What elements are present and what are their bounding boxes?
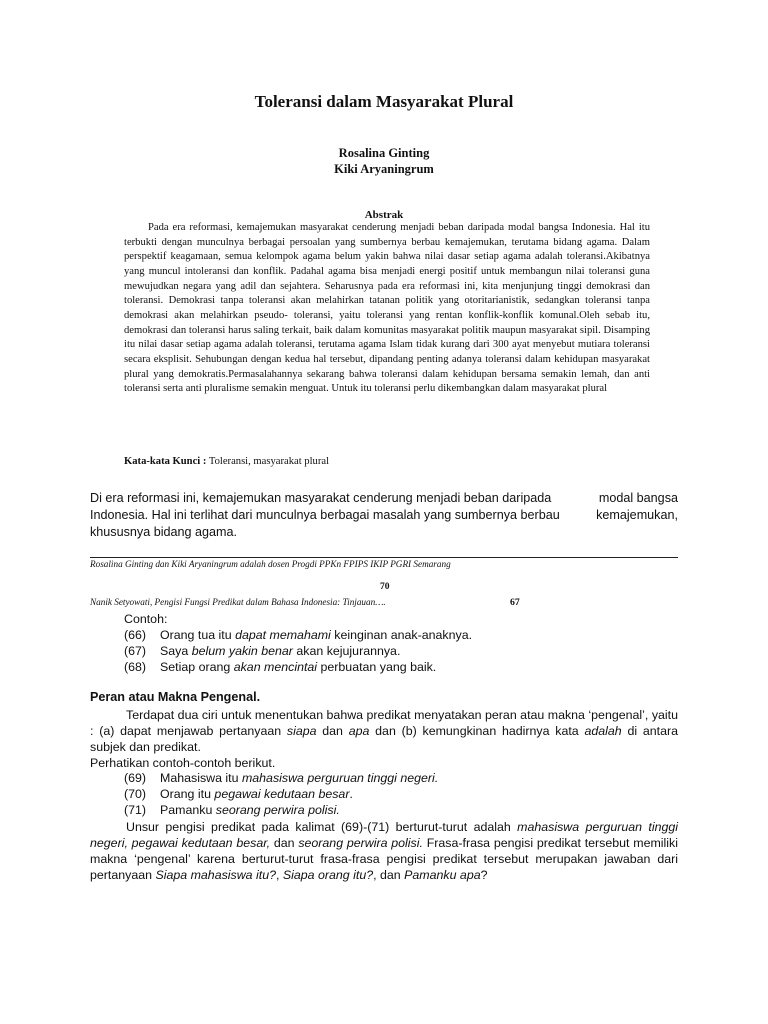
keywords-label: Kata-kata Kunci :: [124, 456, 207, 467]
example-item: (71) Pamanku seorang perwira polisi.: [124, 803, 340, 817]
footnote-divider: [90, 557, 678, 558]
page-number: 70: [380, 582, 390, 592]
abstract-heading: Abstrak: [364, 209, 404, 221]
intro-line: Di era reformasi ini, kemajemukan masyarakat cenderung menjadi beban daripada: [90, 491, 552, 505]
intro-line: kemajemukan,: [596, 508, 678, 522]
examples-label: Contoh:: [124, 612, 168, 626]
body-line: Perhatikan contoh-contoh berikut.: [90, 756, 276, 770]
page-number: 67: [510, 597, 520, 608]
keywords: [124, 456, 329, 467]
body-paragraph: Terdapat dua ciri untuk menentukan bahwa predikat menyatakan peran atau makna ‘pengenal’, yaitu : (a) dapat menjawab pertanyaan siapa dan apa dan (b) kemungkinan hadirnya kata adalah di antara subjek dan predikat.: [90, 708, 678, 754]
abstract-text: Pada era reformasi, kemajemukan masyarakat cenderung menjadi beban daripada modal bangsa Indonesia. Hal itu terbukti dengan munculnya berbagai persoalan yang sumbernya berbau kemajemukan, terutama bidang agama. Dalam perspektif keagamaan, semua kelompok agama belum yakin bahwa nilai dasar setiap agama adalah toleransi.Akibatnya yang muncul intoleransi dan konflik. Padahal agama bisa menjadi energi positif untuk membangun nilai toleransi guna mewujudkan negara yang adil dan sejahtera. Seharusnya pada era reformasi ini, kita menjunjung tinggi demokrasi dan toleransi. Demokrasi tanpa toleransi akan melahirkan tatanan politik yang otoritarianistik, sedangkan toleransi tanpa demokrasi akan melahirkan pseudo- toleransi, yaitu toleransi yang rentan konflik-konflik komunal.Oleh sebab itu, demokrasi dan toleransi harus saling terkait, baik dalam komunitas masyarakat politik maupun masyarakat sipil. Disamping itu nilai dasar setiap agama adalah toleransi, terutama agama Islam tidak kurang dari 300 ayat menyebut mutiara toleransi secara eksplisit. Sehubungan dengan kedua hal tersebut, dipandang penting adanya toleransi dalam kehidupan masyarakat plural yang demokratis.Permasalahannya sekarang bahwa toleransi dalam kehidupan bersama semakin lemah, dan anti toleransi serta anti pluralisme semakin menguat. Untuk itu toleransi perlu dikembangkan dalam masyarakat plural: [124, 222, 650, 395]
intro-line: Indonesia. Hal ini terlihat dari munculnya berbagai masalah yang sumbernya berbau: [90, 508, 560, 522]
example-item: (66) Orang tua itu dapat memahami keinginan anak-anaknya.: [124, 628, 473, 642]
intro-line: khususnya bidang agama.: [90, 525, 238, 539]
author-name: Kiki Aryaningrum: [334, 162, 434, 176]
example-item: (70) Orang itu pegawai kedutaan besar.: [124, 787, 353, 801]
running-header: Nanik Setyowati, Pengisi Fungsi Predikat dalam Bahasa Indonesia: Tinjauan….: [90, 597, 386, 607]
example-item: (68) Setiap orang akan mencintai perbuatan yang baik.: [124, 660, 437, 674]
body-paragraph: Unsur pengisi predikat pada kalimat (69)-(71) berturut-turut adalah mahasiswa perguruan tinggi negeri, pegawai kedutaan besar, dan seorang perwira polisi. Frasa-frasa pengisi predikat tersebut memiliki makna ‘pengenal’ karena berturut-turut frasa-frasa pengisi predikat tersebut merupakan jawaban dari pertanyaan Siapa mahasiswa itu?, Siapa orang itu?, dan Pamanku apa?: [90, 820, 678, 882]
example-item: (67) Saya belum yakin benar akan kejujurannya.: [124, 644, 401, 658]
author-name: Rosalina Ginting: [338, 146, 430, 160]
section-heading: Peran atau Makna Pengenal.: [90, 690, 261, 704]
example-item: (69) Mahasiswa itu mahasiswa perguruan tinggi negeri.: [124, 771, 439, 785]
author-footnote: Rosalina Ginting dan Kiki Aryaningrum adalah dosen Progdi PPKn FPIPS IKIP PGRI Semarang: [90, 559, 451, 569]
paper-title: Toleransi dalam Masyarakat Plural: [254, 92, 514, 111]
keywords-value: Toleransi, masyarakat plural: [206, 456, 330, 467]
intro-line: modal bangsa: [598, 491, 678, 505]
intro-paragraph: [90, 490, 678, 541]
author-list: [0, 145, 768, 177]
